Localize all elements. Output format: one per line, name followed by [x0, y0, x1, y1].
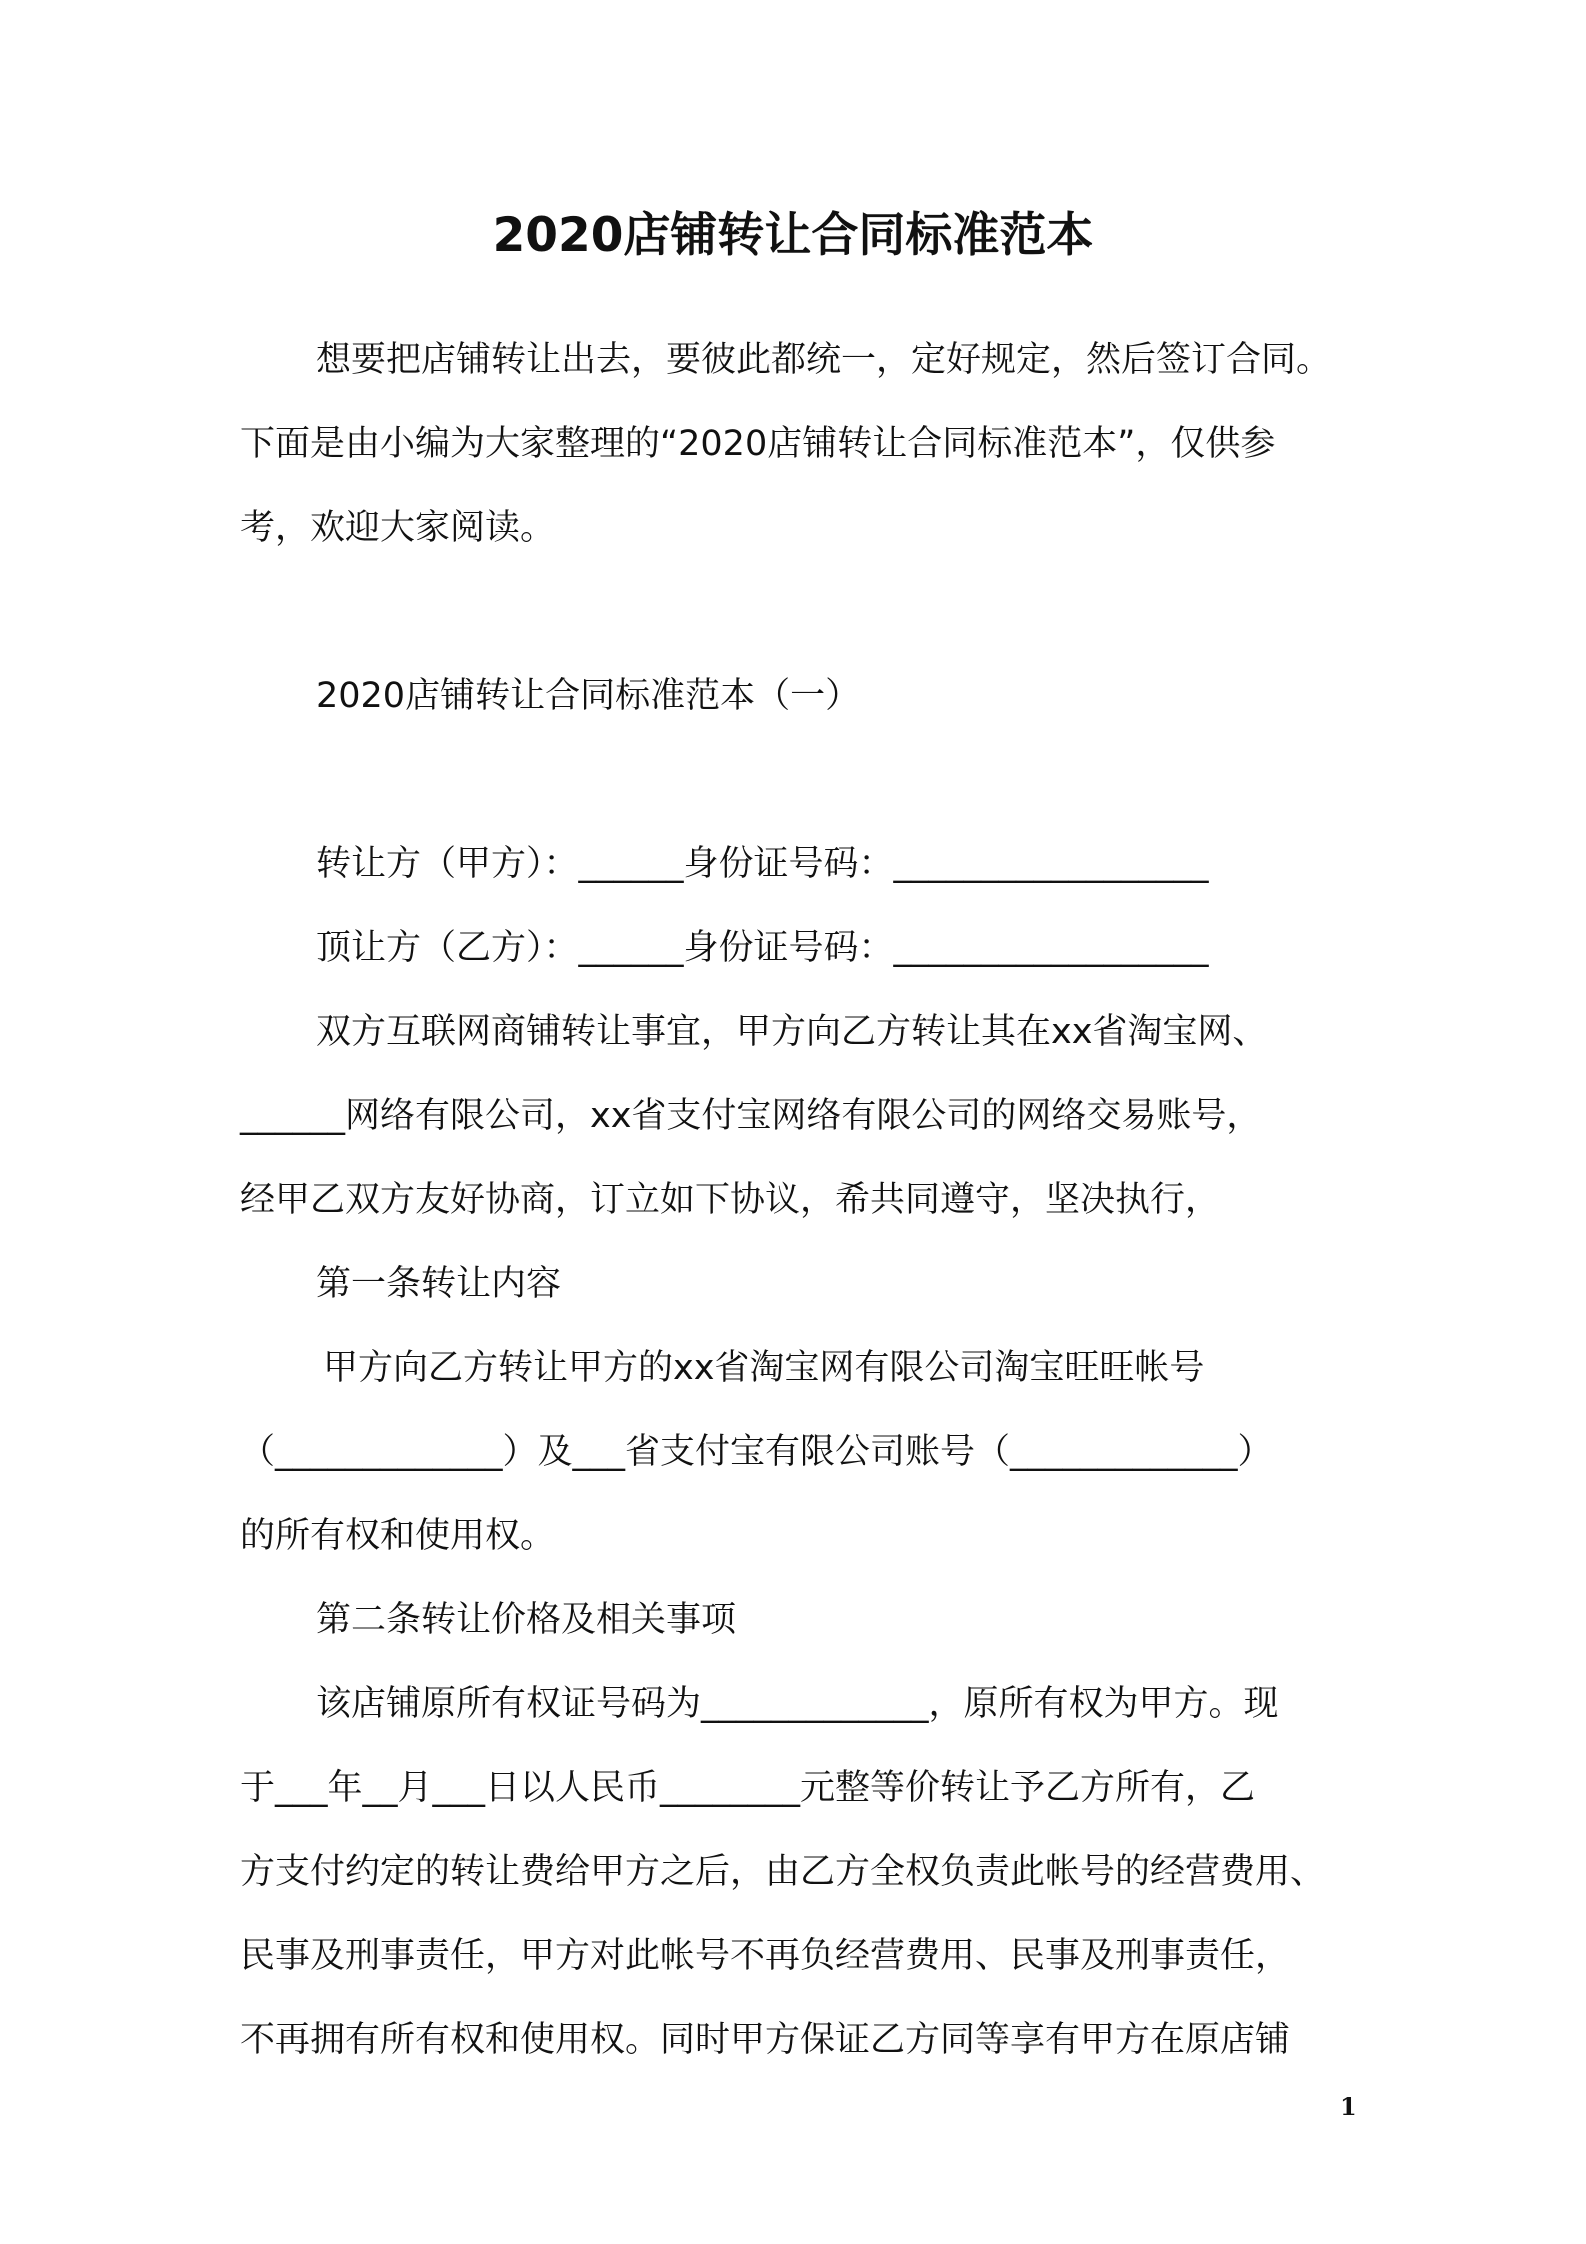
page-number: 1 — [1340, 2092, 1357, 2121]
body-line: 不再拥有所有权和使用权。同时甲方保证乙方同等享有甲方在原店铺 — [240, 2020, 1291, 2060]
intro-line-2: 下面是由小编为大家整理的“2020店铺转让合同标准范本”，仅供参 — [240, 424, 1276, 464]
transferor-line: 转让方（甲方）：______身份证号码：__________________ — [316, 844, 1209, 884]
body-line: （_____________）及___省支付宝有限公司账号（_____________） — [240, 1432, 1273, 1472]
body-line: 经甲乙双方友好协商，订立如下协议，希共同遵守，坚决执行， — [240, 1180, 1221, 1220]
body-line: 于___年__月___日以人民币________元整等价转让予乙方所有，乙 — [240, 1768, 1256, 1808]
document-title: 2020店铺转让合同标准范本 — [492, 208, 1094, 263]
body-line: 方支付约定的转让费给甲方之后，由乙方全权负责此帐号的经营费用、 — [240, 1852, 1326, 1892]
body-line: 民事及刑事责任，甲方对此帐号不再负经营费用、民事及刑事责任， — [240, 1936, 1291, 1976]
intro-line-1: 想要把店铺转让出去，要彼此都统一，定好规定，然后签订合同。 — [316, 340, 1332, 380]
transferee-line: 顶让方（乙方）：______身份证号码：__________________ — [316, 928, 1209, 968]
body-line: ______网络有限公司，xx省支付宝网络有限公司的网络交易账号， — [240, 1096, 1262, 1136]
intro-line-3: 考，欢迎大家阅读。 — [240, 508, 556, 548]
body-line: 甲方向乙方转让甲方的xx省淘宝网有限公司淘宝旺旺帐号 — [323, 1348, 1205, 1388]
body-line: 双方互联网商铺转让事宜，甲方向乙方转让其在xx省淘宝网、 — [316, 1012, 1268, 1052]
article-1-heading: 第一条转让内容 — [316, 1264, 562, 1304]
body-line: 该店铺原所有权证号码为_____________，原所有权为甲方。现 — [316, 1684, 1279, 1724]
body-line: 的所有权和使用权。 — [240, 1516, 556, 1556]
section-heading: 2020店铺转让合同标准范本（一） — [316, 676, 861, 716]
article-2-heading: 第二条转让价格及相关事项 — [316, 1600, 737, 1640]
